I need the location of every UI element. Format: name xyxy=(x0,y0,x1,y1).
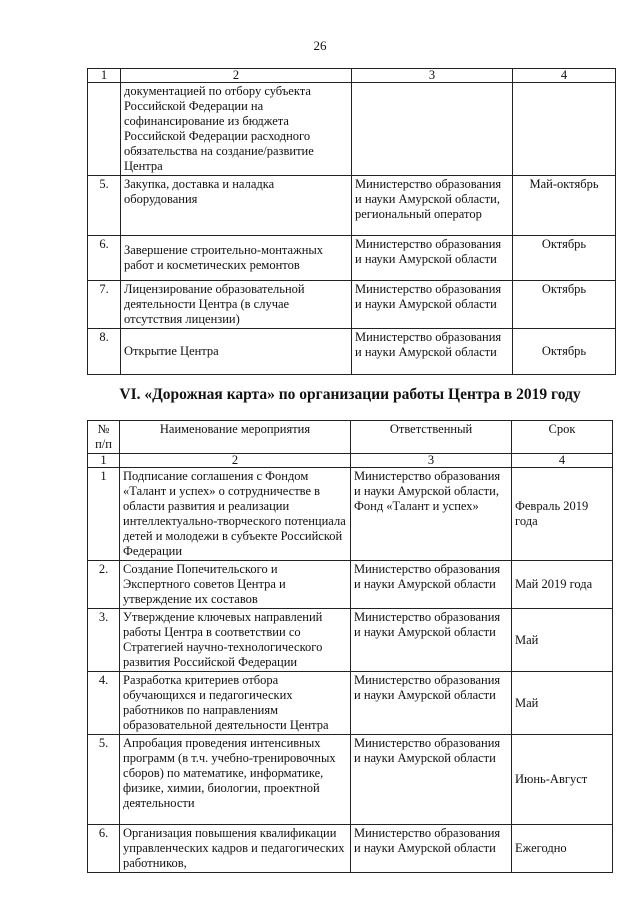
table-row xyxy=(88,281,616,329)
responsible: Министерство образования и науки Амурской области xyxy=(352,281,513,329)
table-row xyxy=(88,468,613,561)
deadline: Июнь-Август xyxy=(512,735,613,825)
col-number-3: 3 xyxy=(352,69,513,83)
table-row xyxy=(88,672,613,735)
section-title: VI. «Дорожная карта» по организации работы Центра в 2019 году xyxy=(119,386,581,403)
column-numbers-row xyxy=(88,69,616,83)
table-row xyxy=(88,609,613,672)
row-number: 6. xyxy=(88,825,120,873)
col-number-4: 4 xyxy=(513,69,616,83)
table-header-row xyxy=(88,421,613,454)
event-name: Завершение строительно-монтажных работ и косметических ремонтов xyxy=(121,236,352,281)
column-header-deadline: Срок xyxy=(512,421,613,454)
column-header-number: № п/п xyxy=(88,421,120,454)
responsible: Министерство образования и науки Амурской области, Фонд «Талант и успех» xyxy=(351,468,512,561)
row-number: 8. xyxy=(88,329,121,375)
row-number: 4. xyxy=(88,672,120,735)
responsible: Министерство образования и науки Амурской области xyxy=(352,236,513,281)
table-row xyxy=(88,176,616,236)
row-number: 5. xyxy=(88,176,121,236)
event-name: Лицензирование образовательной деятельности Центра (в случае отсутствия лицензии) xyxy=(121,281,352,329)
row-number xyxy=(88,83,121,176)
column-header-responsible: Ответственный xyxy=(351,421,512,454)
event-name: документацией по отбору субъекта Российской Федерации на софинансирование из бюджета Российской Федерации расходного обязательства на создание/развитие Центра xyxy=(121,83,352,176)
responsible: Министерство образования и науки Амурской области xyxy=(351,735,512,825)
deadline xyxy=(513,83,616,176)
table-row xyxy=(88,329,616,375)
event-name: Апробация проведения интенсивных программ (в т.ч. учебно-тренировочных сборов) по математике, информатике, физике, химии, биологии, проектной деятельности xyxy=(120,735,351,825)
deadline: Октябрь xyxy=(513,329,616,375)
roadmap-table xyxy=(87,420,613,873)
table-row xyxy=(88,735,613,825)
deadline: Май 2019 года xyxy=(512,561,613,609)
responsible: Министерство образования и науки Амурской области, региональный оператор xyxy=(352,176,513,236)
table-row xyxy=(88,83,616,176)
responsible: Министерство образования и науки Амурской области xyxy=(351,561,512,609)
col-number-2: 2 xyxy=(121,69,352,83)
column-numbers-row xyxy=(88,454,613,468)
deadline: Ежегодно xyxy=(512,825,613,873)
deadline: Февраль 2019 года xyxy=(512,468,613,561)
row-number: 2. xyxy=(88,561,120,609)
responsible: Министерство образования и науки Амурской области xyxy=(351,825,512,873)
event-name: Утверждение ключевых направлений работы Центра в соответствии со Стратегией научно-технологического развития Российской Федерации xyxy=(120,609,351,672)
deadline: Май-октябрь xyxy=(513,176,616,236)
event-name: Организация повышения квалификации управленческих кадров и педагогических работников, xyxy=(120,825,351,873)
deadline: Май xyxy=(512,672,613,735)
table-row xyxy=(88,825,613,873)
event-name: Создание Попечительского и Экспертного советов Центра и утверждение их составов xyxy=(120,561,351,609)
event-name: Подписание соглашения с Фондом «Талант и успех» о сотрудничестве в области развития и реализации интеллектуально-творческого потенциала детей и молодежи в субъекте Российской Федерации xyxy=(120,468,351,561)
deadline: Октябрь xyxy=(513,281,616,329)
event-name: Открытие Центра xyxy=(121,329,352,375)
events-table-continued xyxy=(87,68,616,375)
responsible: Министерство образования и науки Амурской области xyxy=(352,329,513,375)
deadline: Май xyxy=(512,609,613,672)
row-number: 6. xyxy=(88,236,121,281)
page-number: 26 xyxy=(313,38,327,53)
responsible: Министерство образования и науки Амурской области xyxy=(351,672,512,735)
row-number: 3. xyxy=(88,609,120,672)
col-number-1: 1 xyxy=(88,69,121,83)
table-row xyxy=(88,236,616,281)
col-number-1: 1 xyxy=(88,454,120,468)
col-number-4: 4 xyxy=(512,454,613,468)
row-number: 7. xyxy=(88,281,121,329)
row-number: 5. xyxy=(88,735,120,825)
responsible: Министерство образования и науки Амурской области xyxy=(351,609,512,672)
responsible xyxy=(352,83,513,176)
event-name: Закупка, доставка и наладка оборудования xyxy=(121,176,352,236)
deadline: Октябрь xyxy=(513,236,616,281)
row-number: 1 xyxy=(88,468,120,561)
col-number-3: 3 xyxy=(351,454,512,468)
column-header-event: Наименование мероприятия xyxy=(120,421,351,454)
table-row xyxy=(88,561,613,609)
col-number-2: 2 xyxy=(120,454,351,468)
event-name: Разработка критериев отбора обучающихся и педагогических работников по направлениям образовательной деятельности Центра xyxy=(120,672,351,735)
